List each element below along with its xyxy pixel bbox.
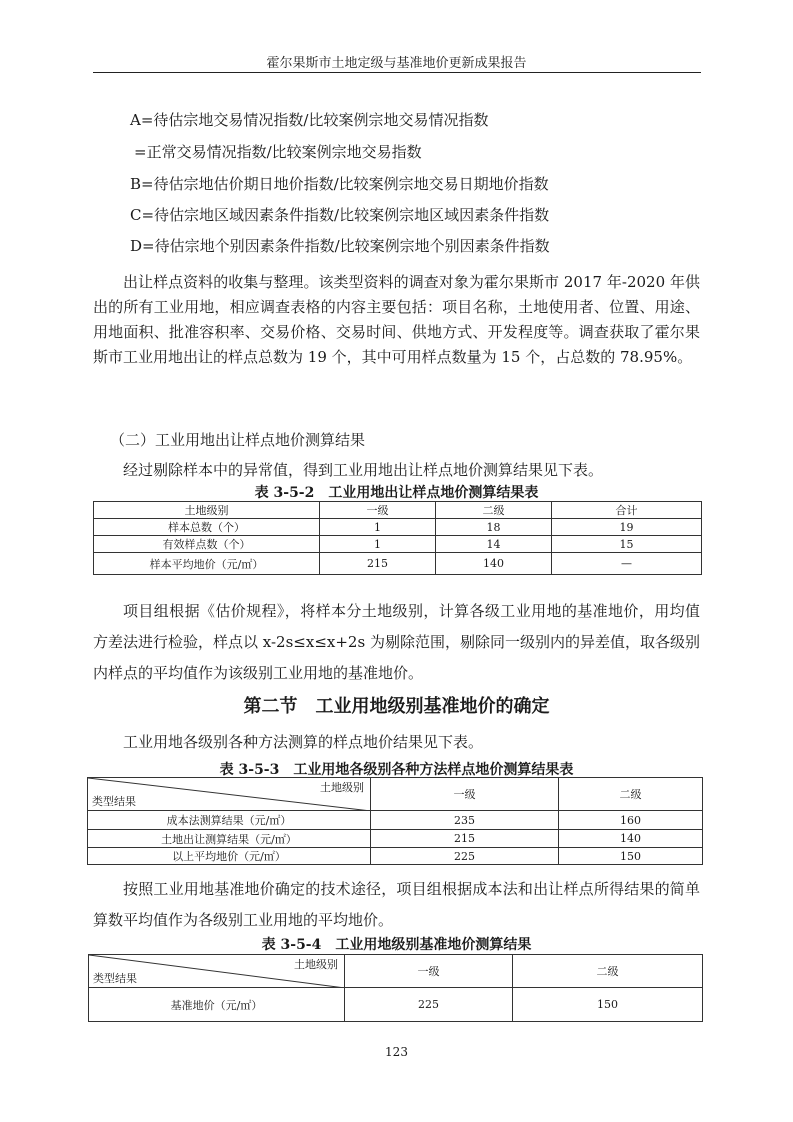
paragraph-table1-intro: 经过剔除样本中的异常值，得到工业用地出让样点地价测算结果见下表。 — [123, 461, 604, 479]
section-title: 第二节 工业用地级别基准地价的确定 — [243, 696, 550, 717]
page-header: 霍尔果斯市土地定级与基准地价更新成果报告 — [266, 56, 527, 71]
page-number: 123 — [385, 1045, 408, 1059]
table-cell: 成本法测算结果（元/㎡） — [88, 811, 371, 830]
table-corner-cell — [89, 955, 345, 988]
table-cell: 样本平均地价（元/㎡） — [94, 553, 320, 575]
table2-caption: 表 3-5-3 工业用地各级别各种方法样点地价测算结果表 — [219, 762, 574, 778]
table-cell: 18 — [436, 519, 552, 536]
table-row — [88, 848, 703, 865]
table-cell: 140 — [436, 553, 552, 575]
table2 — [87, 777, 703, 865]
table-cell: 215 — [320, 553, 436, 575]
table-header-cell: 合计 — [552, 502, 702, 519]
table-cell: 235 — [371, 811, 559, 830]
table-row — [89, 988, 703, 1022]
table-cell: 1 — [320, 519, 436, 536]
table-cell: 19 — [552, 519, 702, 536]
table-header-cell: 一级 — [371, 778, 559, 811]
table-header-cell: 二级 — [436, 502, 552, 519]
table3 — [88, 954, 703, 1022]
table-row — [88, 830, 703, 848]
table-header-cell: 一级 — [320, 502, 436, 519]
table-header-cell: 一级 — [345, 955, 513, 988]
table-cell: 样本总数（个） — [94, 519, 320, 536]
table-header-cell: 土地级别 — [94, 502, 320, 519]
table-header-row — [94, 502, 702, 519]
formula-b: B=待估宗地估价期日地价指数/比较案例宗地交易日期地价指数 — [130, 175, 549, 193]
table-corner-cell — [88, 778, 371, 811]
table-header-row — [89, 955, 703, 988]
table-cell: 225 — [371, 848, 559, 865]
corner-top-label: 土地级别 — [294, 958, 338, 971]
paragraph-table2-intro: 工业用地各级别各种方法测算的样点地价结果见下表。 — [123, 733, 484, 751]
table-cell: 土地出让测算结果（元/㎡） — [88, 830, 371, 848]
table-cell: 140 — [559, 830, 703, 848]
corner-top-label: 土地级别 — [320, 781, 364, 794]
table-row — [94, 553, 702, 575]
table-cell: 215 — [371, 830, 559, 848]
table-header-cell: 二级 — [559, 778, 703, 811]
formula-a: A=待估宗地交易情况指数/比较案例宗地交易情况指数 — [130, 111, 489, 129]
table-cell: — — [552, 553, 702, 575]
table-header-cell: 二级 — [513, 955, 703, 988]
formula-a-cont: =正常交易情况指数/比较案例宗地交易指数 — [134, 143, 422, 161]
corner-bottom-label: 类型结果 — [92, 795, 136, 808]
header-rule — [93, 72, 701, 73]
table1 — [93, 501, 702, 575]
table-cell: 基准地价（元/㎡） — [89, 988, 345, 1022]
formula-d: D=待估宗地个别因素条件指数/比较案例宗地个别因素条件指数 — [130, 237, 550, 255]
table-cell: 有效样点数（个） — [94, 536, 320, 553]
formula-c: C=待估宗地区域因素条件指数/比较案例宗地区域因素条件指数 — [130, 206, 550, 224]
paragraph-average: 按照工业用地基准地价确定的技术途径，项目组根据成本法和出让样点所得结果的简单算数平均值作为各级别工业用地的平均地价。 — [93, 880, 700, 929]
table-row — [88, 811, 703, 830]
table-cell: 15 — [552, 536, 702, 553]
corner-bottom-label: 类型结果 — [93, 972, 137, 985]
table-row — [94, 519, 702, 536]
paragraph-method: 项目组根据《估价规程》，将样本分土地级别，计算各级工业用地的基准地价，用均值方差法进行检验，样点以 x-2s≤x≤x+2s 为剔除范围，剔除同一级别内的异差值，取各级别内样点的平均值作为该级别工业用地的基准地价。 — [93, 602, 700, 682]
table-cell: 225 — [345, 988, 513, 1022]
table-header-row — [88, 778, 703, 811]
subheading: （二）工业用地出让样点地价测算结果 — [110, 431, 366, 449]
table-cell: 150 — [559, 848, 703, 865]
table-row — [94, 536, 702, 553]
paragraph-sample-collection: 出让样点资料的收集与整理。该类型资料的调查对象为霍尔果斯市 2017 年-2020 年供出的所有工业用地，相应调查表格的内容主要包括：项目名称，土地使用者、位置、用途、用地面积、批准容积率、交易价格、交易时间、供地方式、开发程度等。调查获取了霍尔果斯市工业用地出让的样点总数为 19 个，其中可用样点数量为 15 个，占总数的 78.95%。 — [93, 273, 700, 366]
table1-caption: 表 3-5-2 工业用地出让样点地价测算结果表 — [254, 485, 539, 501]
table-cell: 160 — [559, 811, 703, 830]
table-cell: 以上平均地价（元/㎡） — [88, 848, 371, 865]
table-cell: 1 — [320, 536, 436, 553]
table3-caption: 表 3-5-4 工业用地级别基准地价测算结果 — [261, 937, 532, 953]
table-cell: 150 — [513, 988, 703, 1022]
table-cell: 14 — [436, 536, 552, 553]
